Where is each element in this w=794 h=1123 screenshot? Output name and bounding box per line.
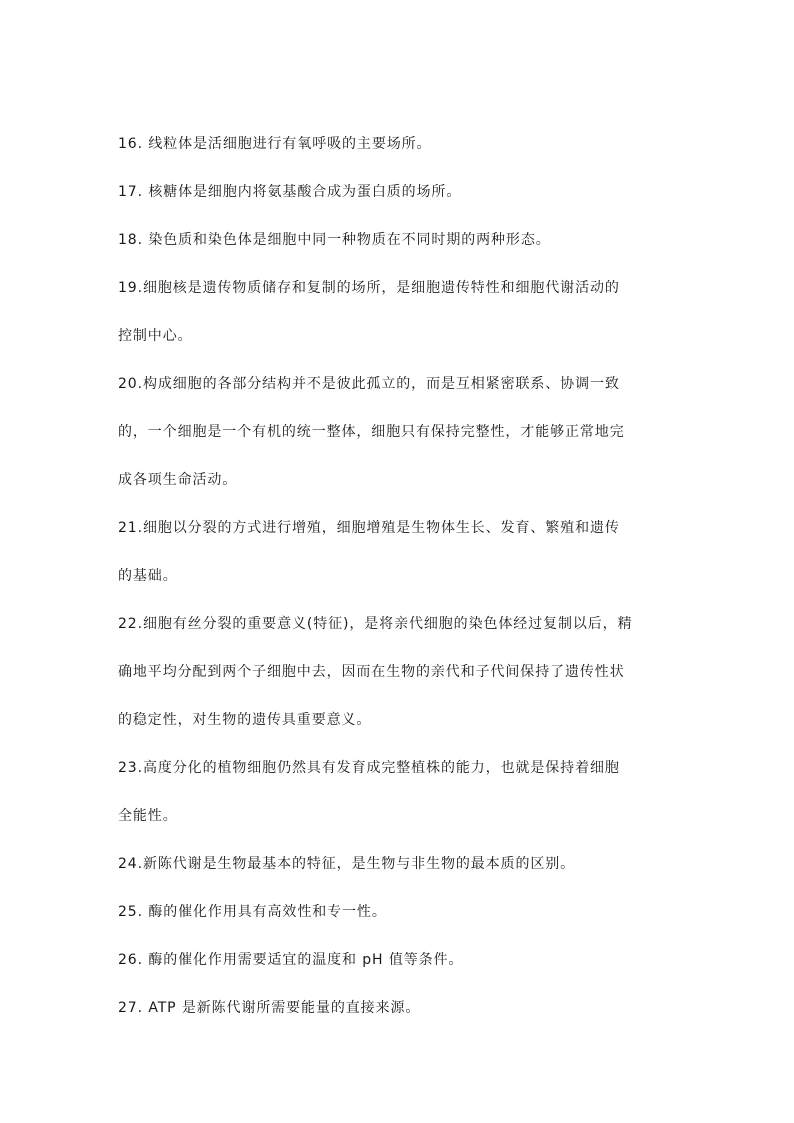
item-17 — [118, 168, 678, 216]
item-line: 21.细胞以分裂的方式进行增殖，细胞增殖是生物体生长、发育、繁殖和遗传 — [118, 520, 620, 536]
item-23 — [118, 744, 678, 840]
item-16 — [118, 120, 678, 168]
item-line: 的基础。 — [118, 568, 178, 584]
item-line: 26. 酶的催化作用需要适宜的温度和 pH 值等条件。 — [118, 952, 464, 968]
item-line: 控制中心。 — [118, 328, 193, 344]
item-line: 确地平均分配到两个子细胞中去，因而在生物的亲代和子代间保持了遗传性状 — [118, 664, 625, 680]
item-line: 25. 酶的催化作用具有高效性和专一性。 — [118, 904, 387, 920]
item-line: 20.构成细胞的各部分结构并不是彼此孤立的，而是互相紧密联系、协调一致 — [118, 376, 620, 392]
document-body — [118, 120, 678, 1032]
item-line: 的，一个细胞是一个有机的统一整体，细胞只有保持完整性，才能够正常地完 — [118, 424, 625, 440]
item-line: 27. ATP 是新陈代谢所需要能量的直接来源。 — [118, 1000, 421, 1016]
item-26 — [118, 936, 678, 984]
item-18 — [118, 216, 678, 264]
item-19 — [118, 264, 678, 360]
item-25 — [118, 888, 678, 936]
item-line: 的稳定性，对生物的遗传具重要意义。 — [118, 712, 372, 728]
item-line: 24.新陈代谢是生物最基本的特征，是生物与非生物的最本质的区别。 — [118, 856, 576, 872]
item-line: 成各项生命活动。 — [118, 472, 238, 488]
item-21 — [118, 504, 678, 600]
item-line: 18. 染色质和染色体是细胞中同一种物质在不同时期的两种形态。 — [118, 232, 551, 248]
item-27 — [118, 984, 678, 1032]
item-24 — [118, 840, 678, 888]
item-line: 17. 核糖体是细胞内将氨基酸合成为蛋白质的场所。 — [118, 184, 462, 200]
item-line: 全能性。 — [118, 808, 178, 824]
item-line: 19.细胞核是遗传物质储存和复制的场所，是细胞遗传特性和细胞代谢活动的 — [118, 280, 620, 296]
item-line: 16. 线粒体是活细胞进行有氧呼吸的主要场所。 — [118, 136, 432, 152]
item-line: 22.细胞有丝分裂的重要意义(特征)，是将亲代细胞的染色体经过复制以后，精 — [118, 616, 633, 632]
item-22 — [118, 600, 678, 744]
item-20 — [118, 360, 678, 504]
item-line: 23.高度分化的植物细胞仍然具有发育成完整植株的能力，也就是保持着细胞 — [118, 760, 620, 776]
